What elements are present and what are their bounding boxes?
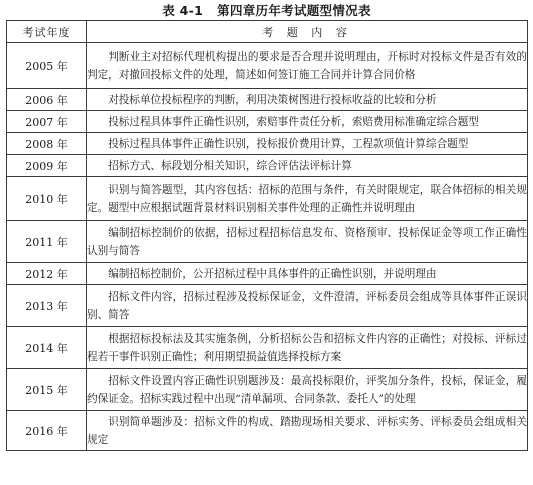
exam-content-cell [87,177,528,221]
exam-year: 2009 年 [7,155,87,177]
exam-content: 投标过程具体事件正确性识别，索赔事件责任分析，索赔费用标准确定综合题型 [108,115,479,128]
table-row [7,327,528,369]
exam-year: 2014 年 [7,327,87,369]
exam-year: 2016 年 [7,411,87,451]
exam-types-table [6,20,528,451]
table-row [7,263,528,285]
table-header-row [7,21,528,43]
exam-content: 招标文件设置内容正确性识别题涉及：最高投标限价，评奖加分条件，投标，保证金，履约保证金。招标实践过程中出现“清单漏项、合同条款、委托人”的处理 [87,374,527,405]
header-year: 考试年度 [7,21,87,43]
exam-year: 2010 年 [7,177,87,221]
header-content: 考 题 内 容 [87,21,528,43]
exam-content-cell [87,111,528,133]
exam-year: 2007 年 [7,111,87,133]
exam-content: 编制招标控制价的依据，招标过程招标信息发布、资格预审、投标保证金等项工作正确性认别与简答 [87,226,527,257]
exam-content-cell [87,133,528,155]
exam-year: 2005 年 [7,43,87,89]
exam-content: 判断业主对招标代理机构提出的要求是否合理并说明理由，开标时对投标文件是否有效的判定，对撤回投标文件的处理，简述如何签订施工合同并计算合同价格 [87,50,527,81]
exam-content-cell [87,43,528,89]
exam-content-cell [87,263,528,285]
table-row [7,133,528,155]
exam-content: 识别简单题涉及：招标文件的构成、踏勘现场相关要求、评标实务、评标委员会组成相关规定 [87,415,527,446]
table-row [7,369,528,411]
exam-content-cell [87,327,528,369]
table-title: 第四章历年考试题型情况表 [217,3,371,18]
exam-content-cell [87,285,528,327]
exam-content-cell [87,155,528,177]
table-row [7,111,528,133]
table-row [7,89,528,111]
exam-content: 根据招标投标法及其实施条例，分析招标公告和招标文件内容的正确性；对投标、评标过程若干事件识别正确性；利用期望损益值选择投标方案 [87,332,527,363]
exam-content: 识别与简答题型，其内容包括：招标的范围与条件，有关时限规定，联合体招标的相关规定。题型中应根据试题背景材料识别相关事件处理的正确性并说明理由 [87,183,527,214]
exam-year: 2015 年 [7,369,87,411]
table-row [7,221,528,263]
exam-content-cell [87,89,528,111]
table-row [7,411,528,451]
table-row [7,177,528,221]
exam-content: 编制招标控制价，公开招标过程中具体事件的正确性识别，并说明理由 [108,267,437,280]
table-number: 表 4-1 [162,3,204,18]
exam-year: 2013 年 [7,285,87,327]
table-row [7,285,528,327]
exam-content: 对投标单位投标程序的判断，利用决策树图进行投标收益的比较和分析 [108,93,437,106]
exam-year: 2012 年 [7,263,87,285]
exam-content: 投标过程具体事件正确性识别，投标报价费用计算，工程款项值计算综合题型 [108,137,469,150]
exam-content-cell [87,221,528,263]
exam-content: 招标文件内容，招标过程涉及投标保证金，文件澄清，评标委员会组成等具体事件正误识别、简答 [87,290,527,321]
exam-content-cell [87,369,528,411]
exam-content-cell [87,411,528,451]
table-row [7,155,528,177]
table-row [7,43,528,89]
exam-year: 2006 年 [7,89,87,111]
exam-year: 2011 年 [7,221,87,263]
exam-content: 招标方式、标段划分相关知识，综合评估法评标计算 [108,159,352,172]
exam-year: 2008 年 [7,133,87,155]
table-caption [6,2,527,20]
